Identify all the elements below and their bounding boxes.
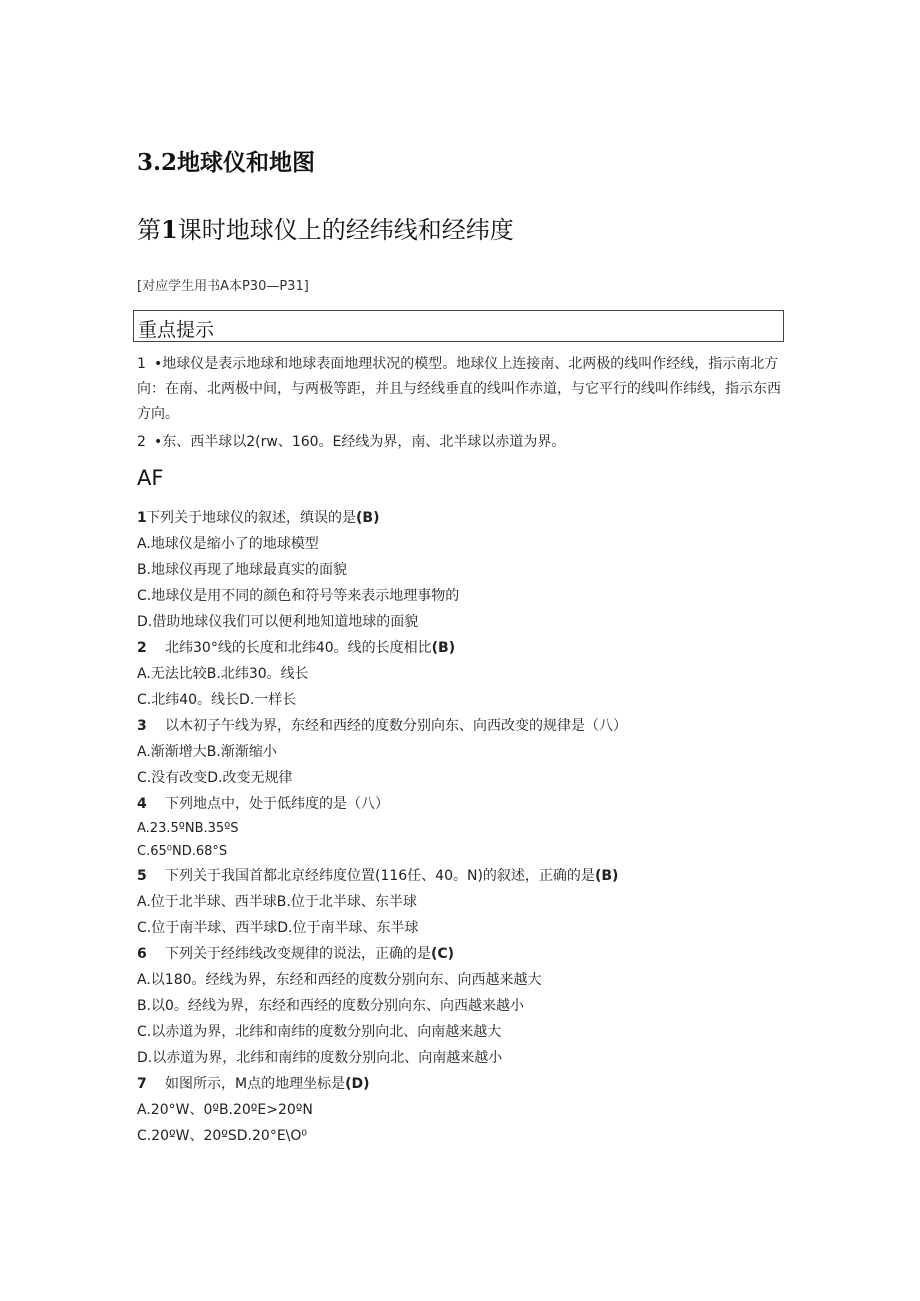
option-text: A.位于北半球、西半球B.位于北半球、东半球 [137, 894, 417, 910]
question-number: 2 [137, 640, 147, 656]
question-text: 下列关于我国首都北京经纬度位置(116任、40。N)的叙述，正确的是 [165, 868, 595, 884]
answer-option-line [137, 915, 787, 941]
question-stem [137, 863, 787, 889]
key-points-list [137, 352, 787, 458]
answer-option-line [137, 1123, 787, 1149]
option-text: A.23.5ºNB.35ºS [137, 821, 239, 836]
answer-option-line [137, 739, 787, 765]
option-text: A.以180。经线为界，东经和西经的度数分别向东、向西越来越大 [137, 972, 542, 988]
option-text: D.借助地球仪我们可以便利地知道地球的面貌 [137, 614, 419, 630]
question-answer: (B) [431, 640, 456, 656]
lesson-title [137, 210, 514, 245]
question-stem [137, 1071, 787, 1097]
question-list [137, 505, 787, 1149]
question-stem [137, 941, 787, 967]
question-stem [137, 505, 787, 531]
key-points-box [133, 310, 784, 342]
answer-option-line [137, 583, 787, 609]
question-text: 以木初子午线为界，东经和西经的度数分别向东、向西改变的规律是（八） [165, 718, 627, 734]
lesson-title-number: 1 [161, 215, 178, 244]
key-point-item [137, 352, 787, 427]
key-point-text: •东、西半球以2(rw、160。E经线为界，南、北半球以赤道为界。 [154, 434, 566, 450]
key-point-item [137, 430, 787, 455]
answer-option-line [137, 840, 787, 863]
question-text: 下列关于经纬线改变规律的说法，正确的是 [165, 946, 431, 962]
question-number: 3 [137, 718, 147, 734]
question-number: 6 [137, 946, 147, 962]
answer-option-line [137, 889, 787, 915]
answer-option-line [137, 687, 787, 713]
option-text: A.地球仪是缩小了的地球模型 [137, 536, 319, 552]
question-text: 下列关于地球仪的叙述，缜误的是 [146, 510, 356, 526]
option-text: B.以0。经线为界，东经和西经的度数分别向东、向西越来越小 [137, 998, 524, 1014]
lesson-title-suffix: 课时地球仪上的经纬线和经纬度 [177, 216, 514, 244]
option-text: A.渐渐增大B.渐渐缩小 [137, 744, 277, 760]
question-number: 5 [137, 868, 147, 884]
key-point-text: •地球仪是表示地球和地球表面地理状况的模型。地球仪上连接南、北两极的线叫作经线，指示南北方向：在南、北两极中间，与两极等距，并且与经线垂直的线叫作赤道，与它平行的线叫作纬线，指示东西方向。 [137, 356, 781, 422]
key-point-number: 2 [137, 434, 146, 450]
option-text: C.65⁰ND.68°S [137, 844, 228, 859]
option-text: A.无法比较B.北纬30。线长 [137, 666, 309, 682]
key-point-number: 1 [137, 356, 146, 372]
answer-option-line [137, 609, 787, 635]
answer-option-line [137, 557, 787, 583]
question-number: 7 [137, 1076, 147, 1092]
question-text: 北纬30°线的长度和北纬40。线的长度相比 [165, 640, 432, 656]
answer-option-line [137, 765, 787, 791]
question-answer: (B) [594, 868, 619, 884]
exercise-heading: AF [137, 466, 164, 490]
answer-option-line [137, 967, 787, 993]
option-text: C.以赤道为界，北纬和南纬的度数分别向北、向南越来越大 [137, 1024, 502, 1040]
lesson-title-prefix: 第 [137, 216, 161, 244]
question-number: 1 [137, 510, 147, 526]
question-stem [137, 635, 787, 661]
question-stem [137, 713, 787, 739]
answer-option-line [137, 1019, 787, 1045]
textbook-reference: [对应学生用书A本P30—P31] [137, 279, 309, 294]
answer-option-line [137, 1045, 787, 1071]
option-text: B.地球仪再现了地球最真实的面貌 [137, 562, 348, 578]
option-text: A.20°W、0ºB.20ºE>20ºN [137, 1102, 313, 1118]
question-text: 如图所示，M点的地理坐标是 [165, 1076, 346, 1092]
key-points-heading: 重点提示 [138, 319, 215, 341]
question-number: 4 [137, 796, 147, 812]
option-text: C.20ºW、20ºSD.20°E\O⁰ [137, 1128, 308, 1144]
question-answer: (C) [431, 946, 455, 962]
section-title: 3.2地球仪和地图 [137, 149, 316, 176]
option-text: C.位于南半球、西半球D.位于南半球、东半球 [137, 920, 419, 936]
answer-option-line [137, 661, 787, 687]
question-stem [137, 791, 787, 817]
answer-option-line [137, 1097, 787, 1123]
question-text: 下列地点中，处于低纬度的是（八） [165, 796, 389, 812]
option-text: C.地球仪是用不同的颜色和符号等来表示地理事物的 [137, 588, 460, 604]
question-answer: (D) [345, 1076, 370, 1092]
answer-option-line [137, 531, 787, 557]
option-text: C.北纬40。线长D.一样长 [137, 692, 297, 708]
answer-option-line [137, 817, 787, 840]
question-answer: (B) [356, 510, 380, 526]
answer-option-line [137, 993, 787, 1019]
option-text: D.以赤道为界，北纬和南纬的度数分别向北、向南越来越小 [137, 1050, 503, 1066]
option-text: C.没有改变D.改变无规律 [137, 770, 293, 786]
